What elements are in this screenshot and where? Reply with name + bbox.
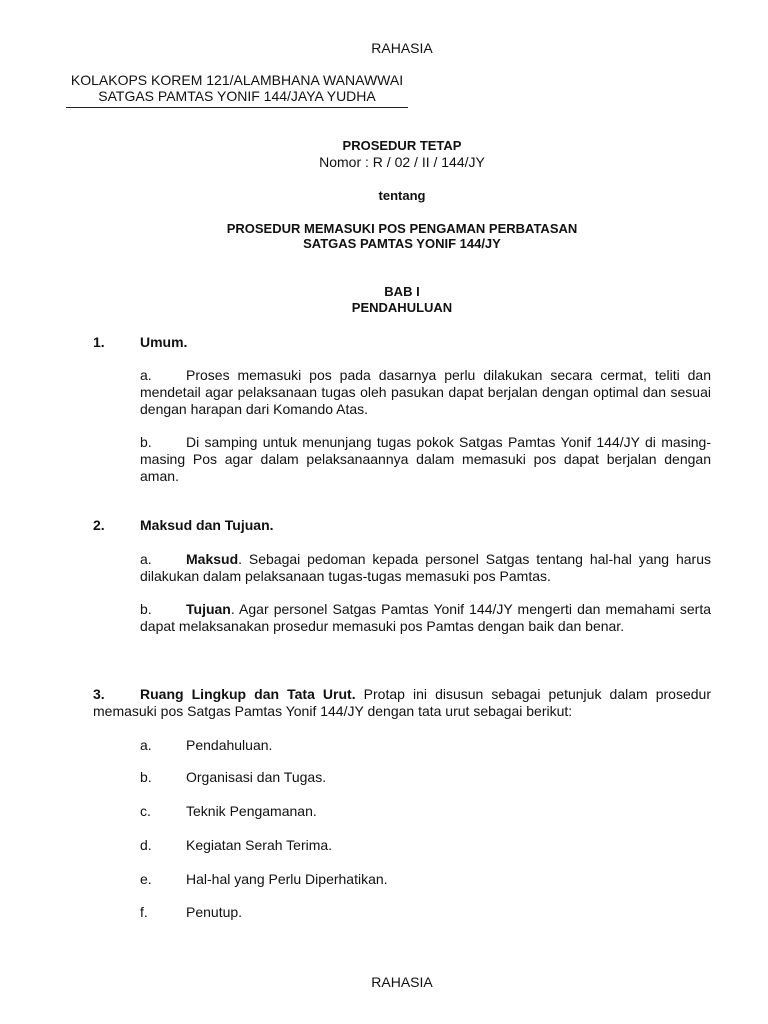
chapter-title: PENDAHULUAN	[351, 300, 453, 315]
section-3-title: Ruang Lingkup dan Tata Urut.	[140, 686, 356, 702]
doc-title: PROSEDUR TETAP	[342, 138, 462, 153]
list-item-text: Kegiatan Serah Terima.	[186, 837, 333, 853]
section-1a-label: a.	[140, 367, 152, 383]
doc-about: tentang	[378, 188, 426, 203]
list-item-text: Penutup.	[186, 904, 243, 920]
classification-bottom: RAHASIA	[371, 974, 433, 990]
section-1b-label: b.	[140, 434, 152, 450]
list-item-text: Teknik Pengamanan.	[186, 803, 317, 819]
section-2b-term: Tujuan	[186, 601, 231, 617]
letterhead-line1: KOLAKOPS KOREM 121/ALAMBHANA WANAWWAI	[70, 72, 404, 88]
letterhead-line2: SATGAS PAMTAS YONIF 144/JAYA YUDHA	[98, 88, 376, 104]
section-1-number: 1.	[93, 334, 105, 350]
section-1a-paragraph	[140, 367, 711, 418]
section-1b-text: Di samping untuk menunjang tugas pokok Satgas Pamtas Yonif 144/JY di masing-masing Pos agar dalam pelaksanaannya dalam memasuki pos dapat berjalan dengan aman.	[140, 434, 711, 484]
section-2a-paragraph	[140, 551, 711, 585]
chapter-number: BAB I	[384, 284, 420, 299]
doc-number: Nomor : R / 02 / II / 144/JY	[319, 154, 485, 170]
list-item-text: Hal-hal yang Perlu Diperhatikan.	[186, 871, 388, 887]
classification-top: RAHASIA	[371, 40, 433, 56]
section-2-number: 2.	[93, 517, 105, 533]
section-2-title: Maksud dan Tujuan.	[140, 517, 274, 533]
section-1-title: Umum.	[140, 334, 188, 350]
list-item-letter: a.	[140, 737, 152, 753]
section-3-paragraph	[93, 686, 711, 720]
doc-subject-line1: PROSEDUR MEMASUKI POS PENGAMAN PERBATASAN	[226, 221, 578, 236]
list-item-text: Organisasi dan Tugas.	[186, 769, 327, 785]
section-1b-paragraph	[140, 434, 711, 485]
list-item-letter: d.	[140, 837, 152, 853]
list-item-letter: b.	[140, 769, 152, 785]
section-2b-paragraph	[140, 601, 711, 635]
doc-subject-line2: SATGAS PAMTAS YONIF 144/JY	[303, 236, 501, 251]
letterhead-underline	[66, 107, 408, 108]
list-item-letter: c.	[140, 803, 151, 819]
section-2a-term: Maksud	[186, 551, 239, 567]
section-2a-label: a.	[140, 551, 152, 567]
list-item-letter: f.	[140, 904, 148, 920]
section-1a-text: Proses memasuki pos pada dasarnya perlu dilakukan secara cermat, teliti dan mendetail agar pelaksanaan tugas oleh pasukan dapat berjalan dengan optimal dan sesuai dengan harapan dari Komando Atas.	[140, 367, 711, 417]
section-2b-label: b.	[140, 601, 152, 617]
list-item-text: Pendahuluan.	[186, 737, 273, 753]
section-2b-text: . Agar personel Satgas Pamtas Yonif 144/JY mengerti dan memahami serta dapat melaksanakan prosedur memasuki pos Pamtas dengan baik dan benar.	[140, 601, 711, 634]
section-3-number: 3.	[93, 686, 105, 702]
section-2a-text: . Sebagai pedoman kepada personel Satgas tentang hal-hal yang harus dilakukan dalam pelaksanaan tugas-tugas memasuki pos Pamtas.	[140, 551, 711, 584]
section-3-text: Protap ini disusun sebagai petunjuk dalam prosedur memasuki pos Satgas Pamtas Yonif 144/JY dengan tata urut sebagai berikut:	[93, 686, 711, 719]
list-item-letter: e.	[140, 871, 152, 887]
